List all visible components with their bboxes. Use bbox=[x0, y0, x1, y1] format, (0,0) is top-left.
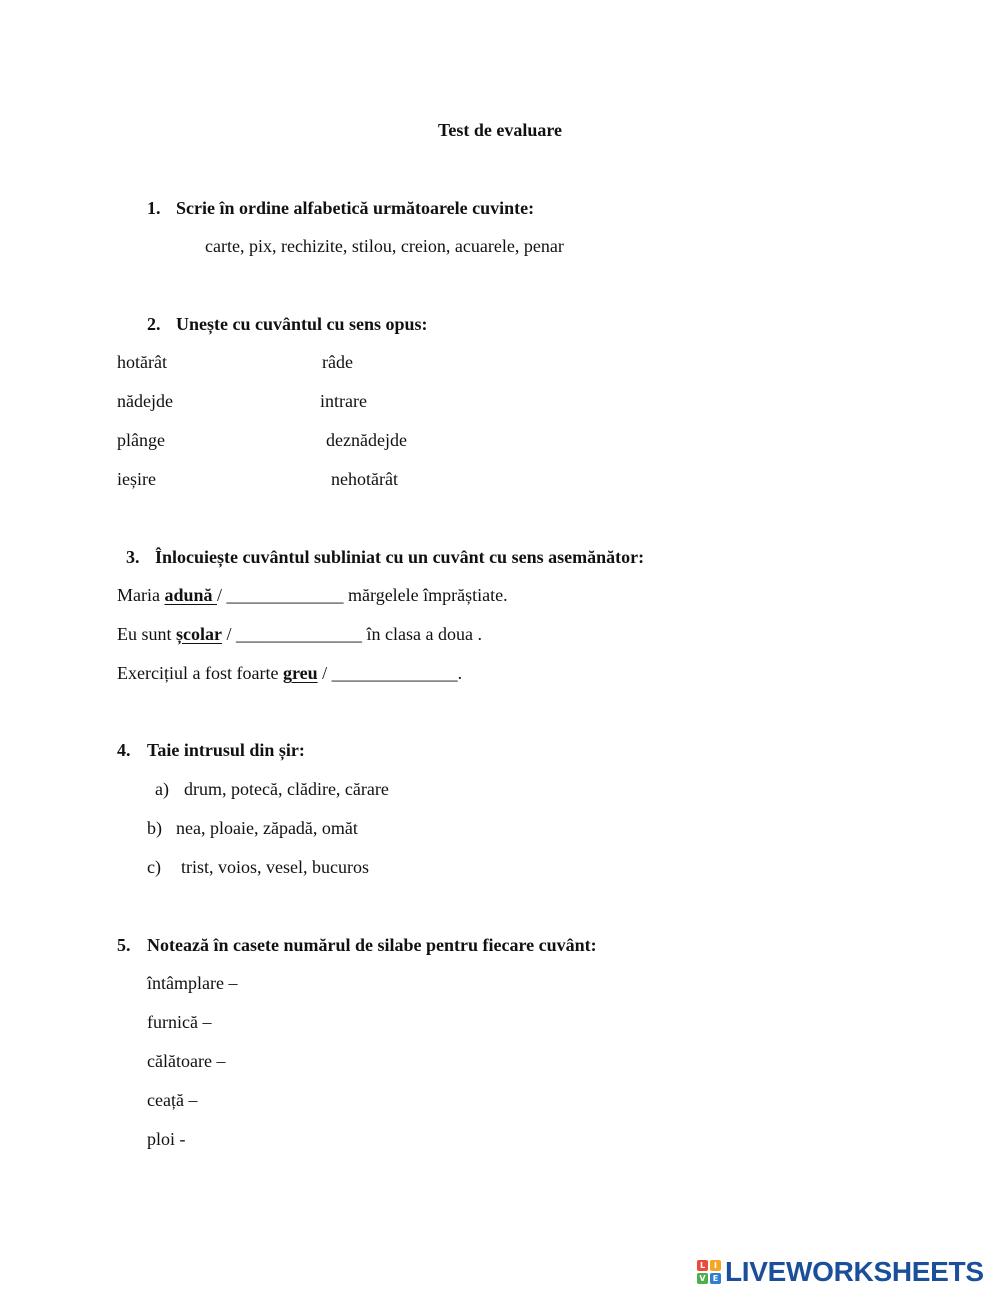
q2-heading: Unește cu cuvântul cu sens opus: bbox=[176, 314, 428, 334]
liveworksheets-logo bbox=[697, 1258, 984, 1286]
q2-right-word: râde bbox=[322, 352, 353, 372]
page-title: Test de evaluare bbox=[438, 120, 562, 140]
q3-underlined-word: adună bbox=[164, 585, 218, 605]
q3-sentence bbox=[117, 586, 508, 604]
logo-text: LIVEWORKSHEETS bbox=[725, 1256, 984, 1287]
q5-word: ceață – bbox=[147, 1090, 198, 1110]
q2-right-word: nehotărât bbox=[331, 469, 398, 489]
q3-sentence-end: / ______________. bbox=[317, 663, 463, 683]
q3-number: 3. bbox=[126, 547, 140, 567]
q4-item-label: a) bbox=[155, 779, 169, 799]
q4-number: 4. bbox=[117, 740, 131, 760]
q5-word: întâmplare – bbox=[147, 973, 238, 993]
q1-words: carte, pix, rechizite, stilou, creion, acuarele, penar bbox=[205, 236, 564, 256]
logo-blocks-icon bbox=[697, 1260, 721, 1284]
q5-word: furnică – bbox=[147, 1012, 212, 1032]
q3-sentence-start: Exercițiul a fost foarte bbox=[117, 663, 283, 683]
q2-left-word: plânge bbox=[117, 430, 165, 450]
q4-item-text: drum, potecă, clădire, cărare bbox=[184, 779, 389, 799]
q3-sentence-start: Maria bbox=[117, 585, 165, 605]
q5-number: 5. bbox=[117, 935, 131, 955]
q3-underlined-word: școlar bbox=[176, 624, 222, 644]
logo-block-v: V bbox=[697, 1273, 708, 1284]
q2-left-word: nădejde bbox=[117, 391, 173, 411]
q5-heading: Notează în casete numărul de silabe pentru fiecare cuvânt: bbox=[147, 935, 597, 955]
q3-heading: Înlocuiește cuvântul subliniat cu un cuvânt cu sens asemănător: bbox=[155, 547, 645, 567]
logo-block-i: I bbox=[710, 1260, 721, 1271]
q3-sentence-end: / _____________ mărgelele împrăștiate. bbox=[217, 585, 508, 605]
logo-block-l: L bbox=[697, 1260, 708, 1271]
q2-left-word: ieșire bbox=[117, 469, 156, 489]
q3-sentence-start: Eu sunt bbox=[117, 624, 177, 644]
q3-sentence bbox=[117, 664, 462, 682]
q4-heading: Taie intrusul din șir: bbox=[147, 740, 305, 760]
q3-underlined-word: greu bbox=[282, 663, 318, 683]
q2-right-word: deznădejde bbox=[326, 430, 407, 450]
q3-sentence bbox=[117, 625, 482, 643]
logo-block-e: E bbox=[710, 1273, 721, 1284]
q4-item-text: trist, voios, vesel, bucuros bbox=[181, 857, 369, 877]
q5-word: ploi - bbox=[147, 1129, 186, 1149]
q4-item-label: c) bbox=[147, 857, 161, 877]
q4-item-label: b) bbox=[147, 818, 162, 838]
q4-item-text: nea, ploaie, zăpadă, omăt bbox=[176, 818, 358, 838]
q5-word: călătoare – bbox=[147, 1051, 226, 1071]
q1-heading: Scrie în ordine alfabetică următoarele cuvinte: bbox=[176, 198, 535, 218]
q2-number: 2. bbox=[147, 314, 161, 334]
q2-left-word: hotărât bbox=[117, 352, 167, 372]
q2-right-word: intrare bbox=[320, 391, 367, 411]
q1-number: 1. bbox=[147, 198, 161, 218]
q3-sentence-end: / ______________ în clasa a doua . bbox=[222, 624, 482, 644]
